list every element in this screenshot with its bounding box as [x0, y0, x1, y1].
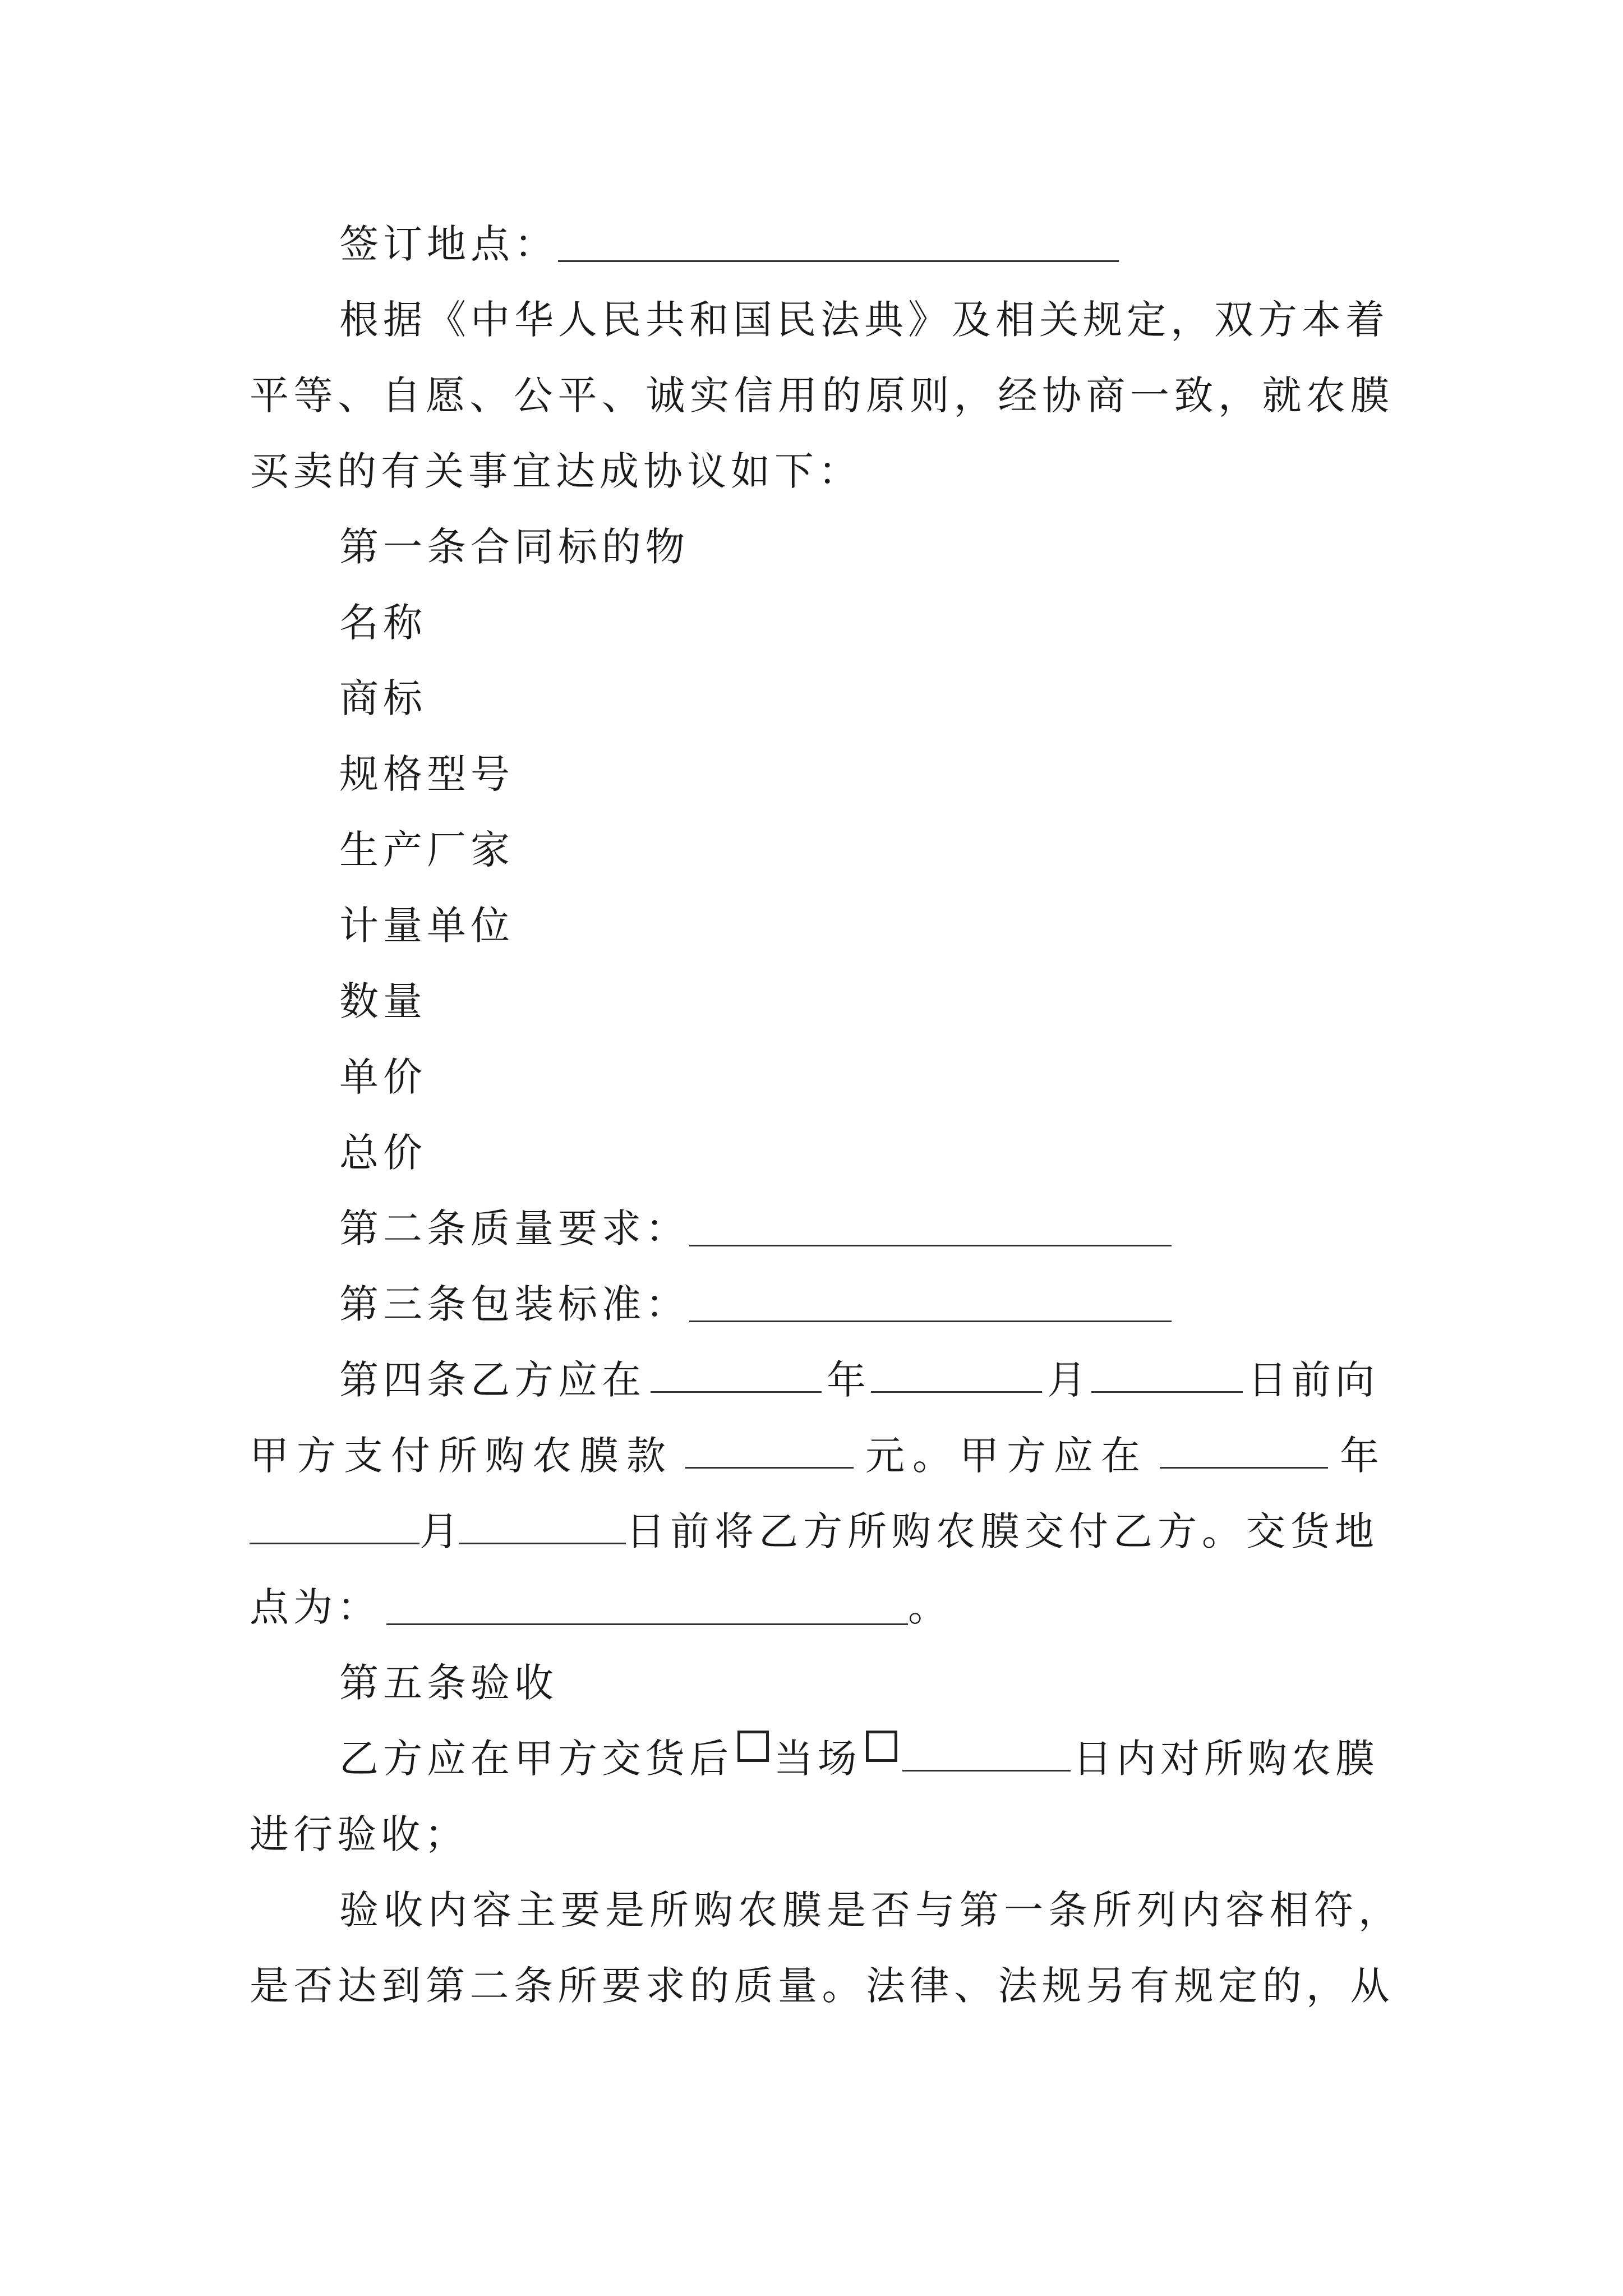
- item-spec: 规格型号: [339, 751, 514, 797]
- delivery-day-blank[interactable]: [459, 1503, 626, 1544]
- signing-place-label: 签订地点：: [339, 221, 558, 267]
- delivery-month-blank[interactable]: [250, 1503, 419, 1544]
- amount-blank[interactable]: [685, 1428, 854, 1469]
- acceptance-text: 日内对所购农膜: [1072, 1736, 1379, 1782]
- item-name: 名称: [339, 600, 427, 646]
- preamble-text: 平等、自愿、公平、诚实信用的原则，经协商一致，就农膜: [250, 372, 1394, 418]
- acceptance-content-text: 验收内容主要是所购农膜是否与第一条所列内容相符，: [339, 1887, 1403, 1933]
- quality-blank[interactable]: [689, 1205, 1172, 1246]
- acceptance-days-blank[interactable]: [902, 1731, 1071, 1772]
- preamble-text: 根据《中华人民共和国民法典》及相关规定，双方本着: [339, 297, 1389, 343]
- article-2-label: 第二条质量要求：: [339, 1205, 689, 1251]
- item-trademark: 商标: [339, 675, 427, 721]
- acceptance-text: 乙方应在甲方交货后: [339, 1736, 733, 1782]
- article-4-text: 点为：: [250, 1584, 381, 1630]
- period: 。: [908, 1584, 952, 1630]
- preamble-line-3: [250, 443, 1379, 499]
- article-4-text: 第四条乙方应在: [339, 1357, 645, 1403]
- item-quantity: 数量: [339, 978, 427, 1024]
- article-4-text: 日前将乙方所购农膜交付乙方。交货地: [626, 1508, 1379, 1554]
- acceptance-content-text: 是否达到第二条所要求的质量。法律、法规另有规定的，从: [250, 1963, 1394, 2009]
- article-4-line-4: [250, 1579, 1379, 1635]
- article-4-text: 甲方支付所购农膜款: [250, 1433, 674, 1479]
- acceptance-line-1: [339, 1731, 1379, 1787]
- delivery-place-blank[interactable]: [386, 1584, 908, 1625]
- packaging-blank[interactable]: [689, 1281, 1172, 1322]
- article-4-line-1: [339, 1352, 1379, 1408]
- content-line-1: [339, 1882, 1403, 1938]
- within-days-checkbox[interactable]: [866, 1731, 897, 1762]
- content-line-2: [250, 1958, 1394, 2014]
- year-label: 年: [827, 1357, 866, 1403]
- year-label: 年: [1340, 1433, 1379, 1479]
- article-3-line: [339, 1276, 1379, 1332]
- acceptance-text: 进行验收；: [250, 1811, 468, 1857]
- item-total-price: 总价: [339, 1130, 427, 1176]
- item-maker: 生产厂家: [339, 827, 514, 873]
- on-site-label: 当场: [773, 1736, 861, 1782]
- article-5-heading: 第五条验收: [339, 1660, 558, 1706]
- article-2-line: [339, 1200, 1379, 1257]
- month-label: 月: [419, 1508, 459, 1554]
- signing-place-blank[interactable]: [558, 221, 1119, 262]
- acceptance-line-2: [250, 1806, 1379, 1862]
- delivery-year-blank[interactable]: [1160, 1428, 1328, 1469]
- article-4-line-3: [250, 1503, 1379, 1559]
- preamble-line-2: [250, 367, 1394, 424]
- article-4-line-2: [250, 1428, 1379, 1484]
- preamble-line-1: [339, 292, 1389, 348]
- article-1-heading: 第一条合同标的物: [339, 524, 689, 570]
- item-unit-price: 单价: [339, 1054, 427, 1100]
- article-3-label: 第三条包装标准：: [339, 1281, 689, 1327]
- signing-place-line: [339, 216, 1379, 272]
- article-4-text: 元。甲方应在: [865, 1433, 1148, 1479]
- on-site-checkbox[interactable]: [737, 1731, 769, 1762]
- pay-month-blank[interactable]: [871, 1352, 1042, 1393]
- preamble-text: 买卖的有关事宜达成协议如下：: [250, 448, 862, 494]
- pay-day-blank[interactable]: [1091, 1352, 1243, 1393]
- pay-year-blank[interactable]: [651, 1352, 822, 1393]
- article-4-text: 日前向: [1248, 1357, 1379, 1403]
- month-label: 月: [1047, 1357, 1086, 1403]
- item-unit: 计量单位: [339, 903, 514, 949]
